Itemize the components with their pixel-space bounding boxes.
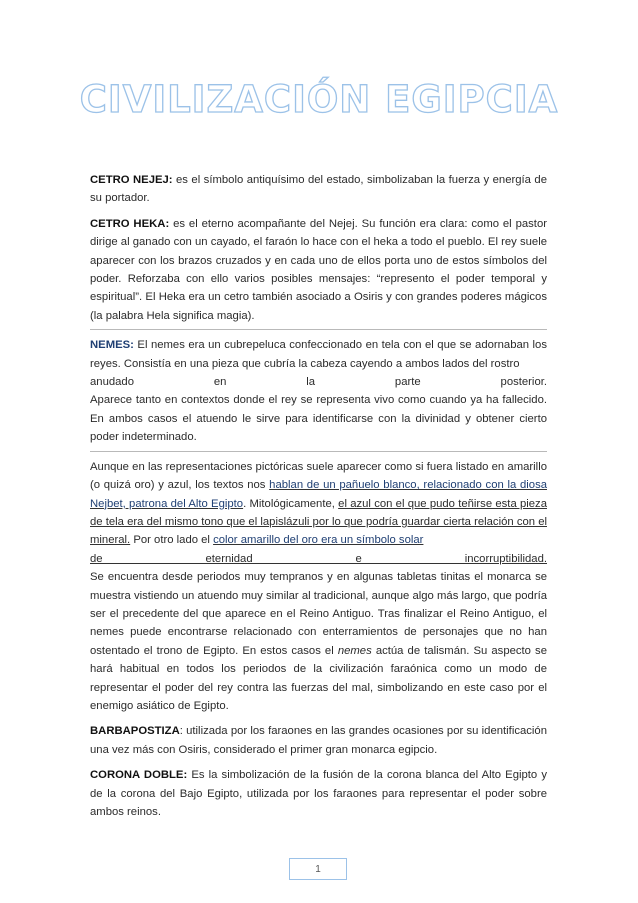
paragraph-cetro-heka (90, 215, 547, 330)
paragraph-cetro-nejej (90, 171, 547, 208)
lapislazuli-link: el azul con el que pudo teñirse esta pieza de tela era del mismo tono que el lapislázuli por lo que podría guardar cierta relación con el mineral. (90, 497, 547, 547)
nemes-italic: nemes (337, 644, 372, 657)
paragraph-nemes (90, 336, 547, 451)
definition-cetro-nejej: es el símbolo antiquísimo del estado, simbolizaban la fuerza y energía de su portador. (90, 174, 547, 205)
colors-history-text: Se encuentra desde periodos muy tempranos y en algunas tabletas tinitas el monarca se muestra vistiendo un atuendo muy similar al tradicional, aunque algo más largo, que podría ser el precedente del que aparece en el Reino Antiguo. Tras finalizar el Reino Antiguo, el nemes puede encontrarse relacionado con enterramientos de personajes que no han ostentado el trono de Egipto. En estos casos el (90, 571, 547, 657)
term-barba-postiza: BARBAPOSTIZA (90, 725, 180, 738)
document-body (90, 171, 547, 828)
term-corona-doble: CORONA DOBLE: (90, 769, 188, 782)
nemes-intro (90, 336, 547, 373)
colors-talisman-text: actúa de talismán. Su aspecto se hará habitual en todos los periodos de la civilización faraónica como un modo de representar el poder del rey contra las fuerzas del mal, simbolizando en este caso por el enemigo asiático de Egipto. (90, 644, 547, 712)
definition-barba-postiza: : utilizada por los faraones en las grandes ocasiones por su identificación una vez más con Osiris, considerado el primer gran monarca egipcio. (90, 725, 547, 756)
page-number: 1 (289, 858, 347, 880)
term-cetro-heka: CETRO HEKA: (90, 217, 170, 230)
colors-intro: Aunque en las representaciones pictóricas suele aparecer como si fuera listado en amarillo (o quizá oro) y azul, los textos nos (90, 460, 547, 492)
definition-cetro-heka: es el eterno acompañante del Nejej. Su función era clara: como el pastor dirige al ganado con un cayado, el faraón lo hace con el heka a todo el pueblo. El rey suele aparecer con los brazos cruzados y en cada uno de ellos porta uno de estos símbolos del poder. Reforzaba con ello varios posibles mensajes: “represento el poder temporal y espiritual”. El Heka era un cetro también asociado a Osiris y con grandes poderes mágicos (la palabra Hela significa magia). (90, 217, 547, 322)
nemes-continuation: Aparece tanto en contextos donde el rey se representa vivo como cuando ya ha fallecido. En ambos casos el atuendo le sirve para identificarse con la divinidad y obtener cierto poder indeterminado. (90, 394, 547, 444)
nemes-spread-line: anudado en la parte posterior. (90, 376, 547, 389)
gold-link: color amarillo del oro era un símbolo solar (213, 534, 424, 547)
definition-corona-doble: Es la simbolización de la fusión de la corona blanca del Alto Egipto y de la corona del Bajo Egipto, utilizada por los faraones para representar el poder sobre ambos reinos. (90, 769, 547, 818)
nejbet-link: hablan de un pañuelo blanco, relacionado con la diosa Nejbet, patrona del Alto Egipto (90, 479, 547, 510)
page-title: CIVILIZACIÓN EGIPCIA (79, 78, 559, 121)
definition-nemes: El nemes era un cubrepeluca confeccionado en tela con el que se adornaban los reyes. Consistía en una pieza que cubría la cabeza cayendo a ambos lados del rostro (90, 339, 547, 370)
gold-link-end: de eternidad e incorruptibilidad. (90, 552, 547, 565)
paragraph-nemes-colors (90, 458, 547, 716)
term-nemes: NEMES: (90, 339, 134, 352)
colors-text (90, 458, 547, 550)
colors-mythology: . Mitológicamente, (243, 497, 339, 510)
paragraph-corona-doble (90, 766, 547, 821)
paragraph-barba-postiza (90, 722, 547, 759)
colors-history (90, 568, 547, 715)
colors-gold-intro: Por otro lado el (130, 534, 214, 547)
term-cetro-nejej: CETRO NEJEJ: (90, 174, 173, 186)
